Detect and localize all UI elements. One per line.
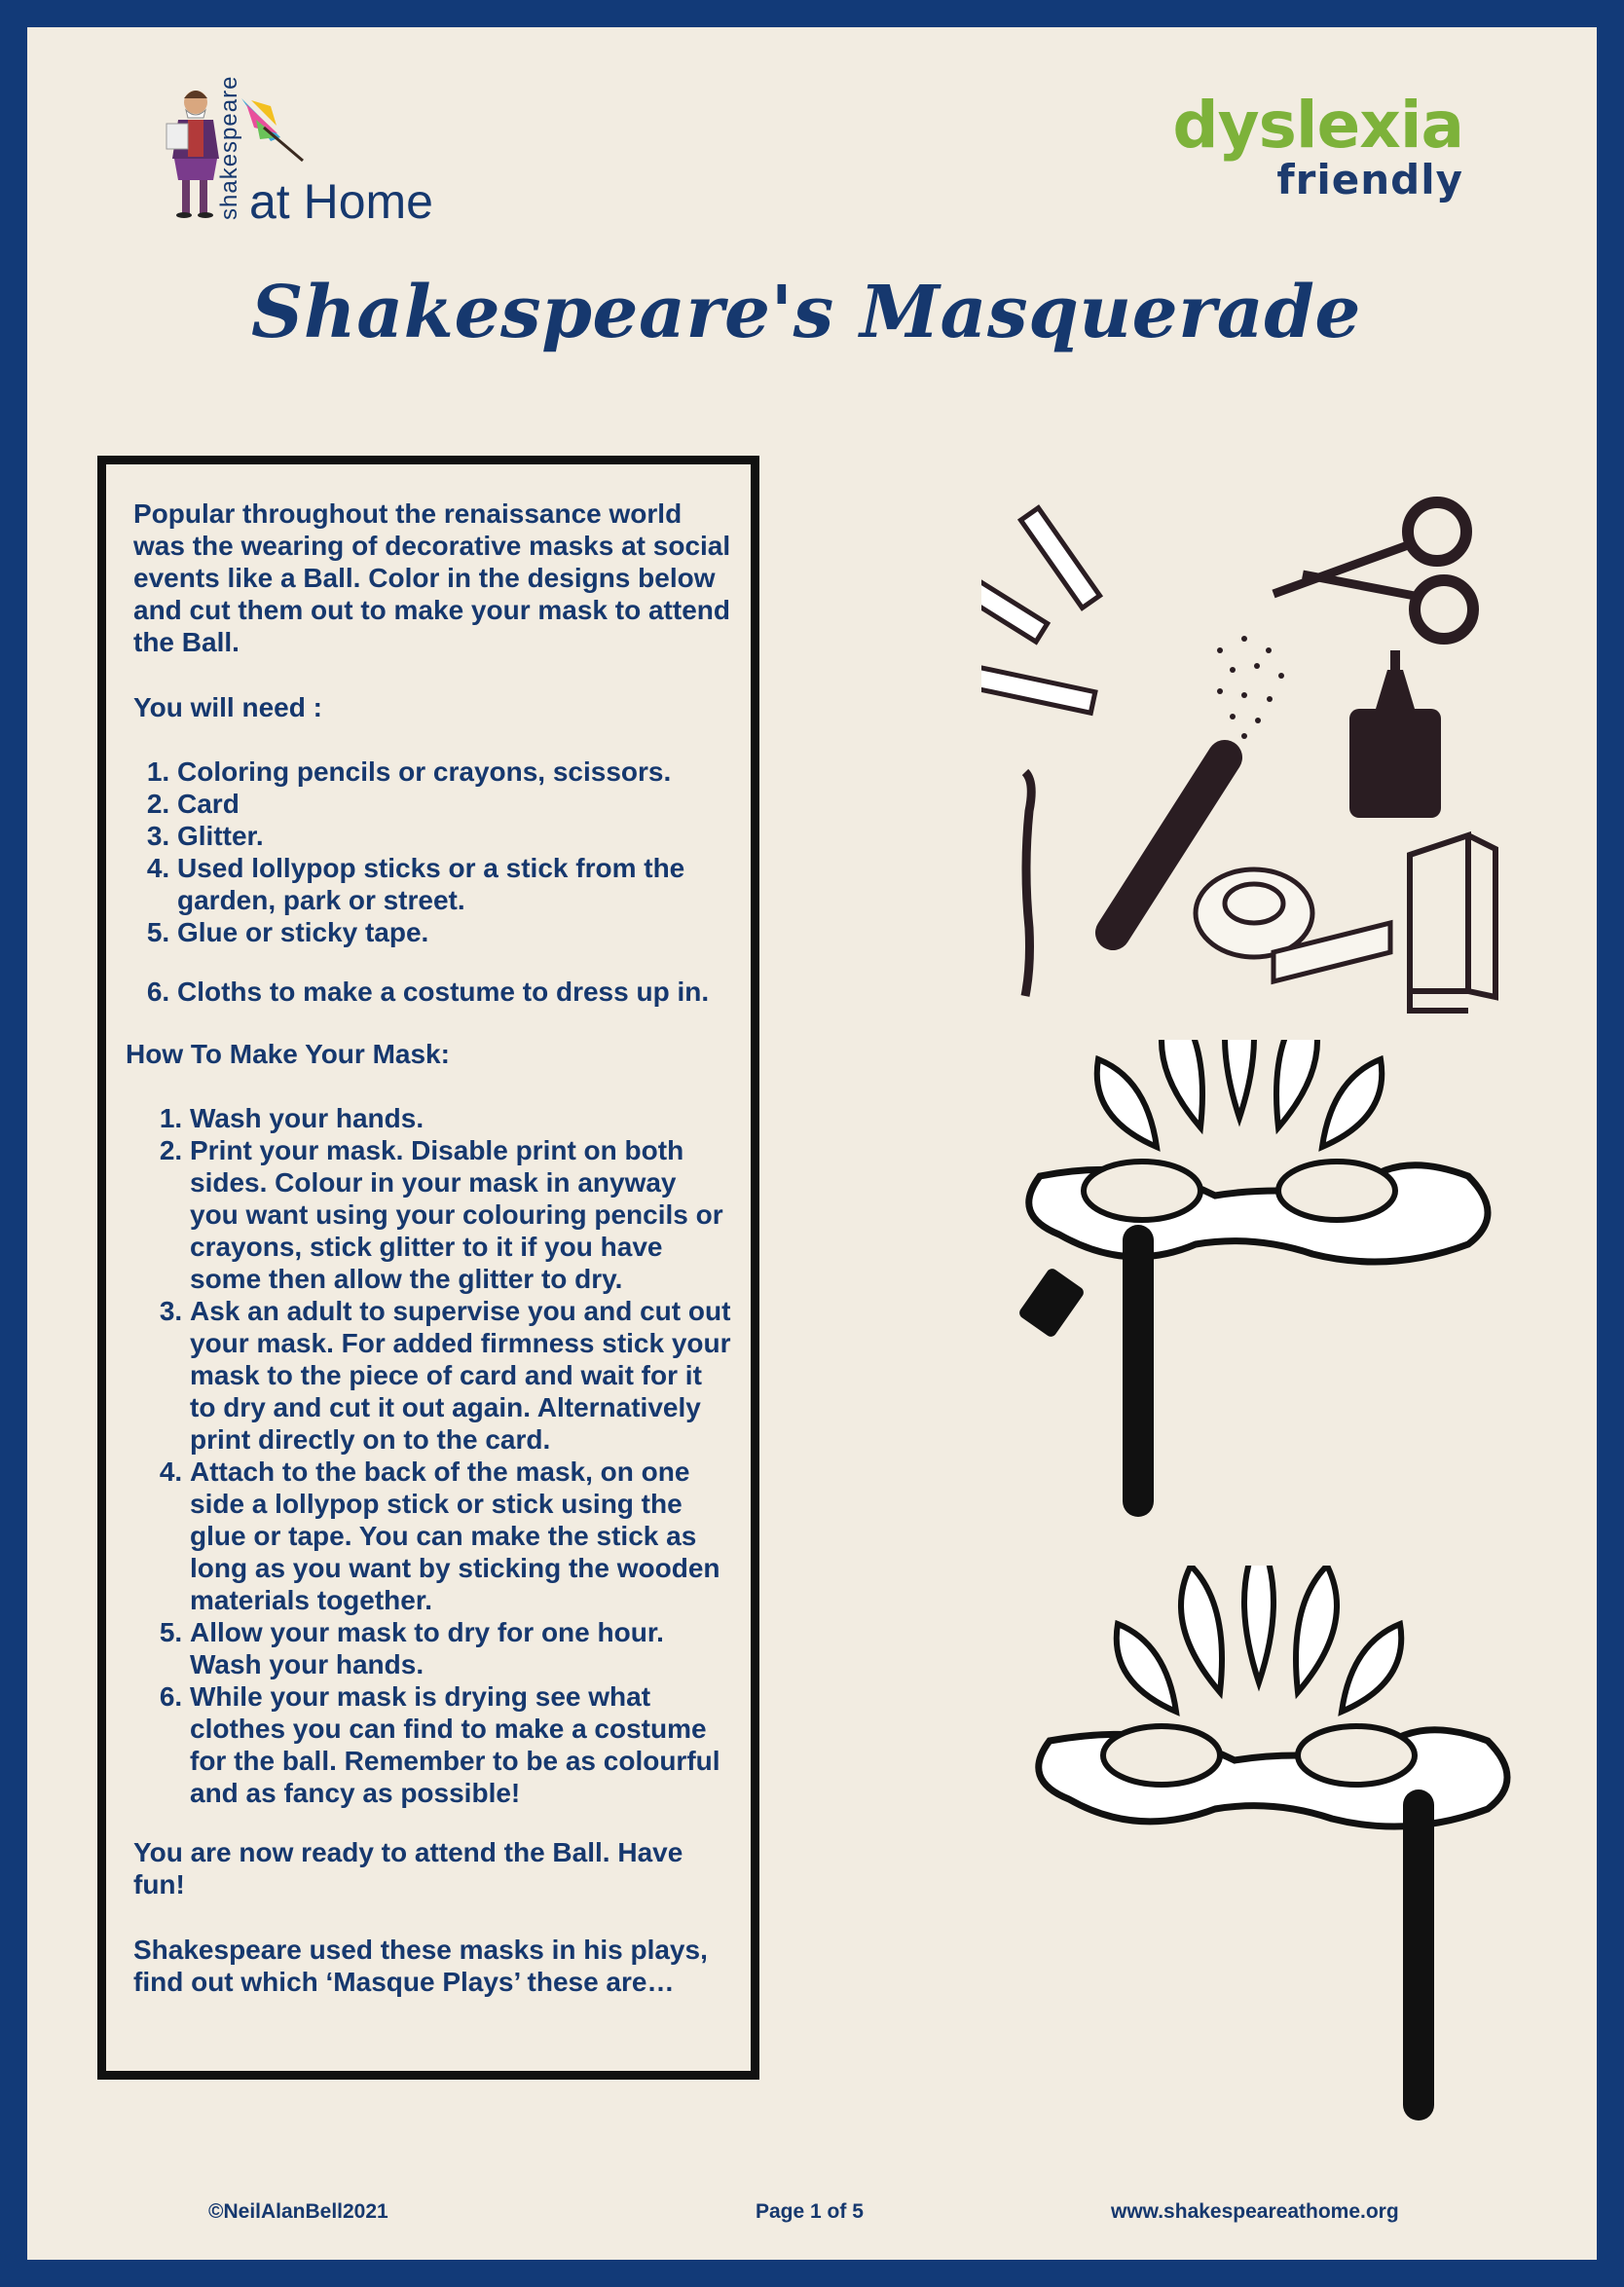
page-title: Shakespeare's Masquerade (250, 271, 1362, 354)
crayons-icon (981, 508, 1100, 714)
instructions-box (97, 456, 759, 2080)
craft-supplies-illustration (981, 475, 1527, 1020)
stick-icon (1025, 772, 1031, 996)
worksheet-page (27, 27, 1597, 2260)
list-item: 4. Used lollypop sticks or a stick from the garden, park or street. (177, 852, 731, 916)
list-item: 3. Ask an adult to supervise you and cut out your mask. For added firmness stick your mask to the piece of card and wait for it to dry and cut it out again. Alternatively print directly on to the card. (190, 1295, 731, 1456)
need-heading: You will need : (133, 692, 322, 722)
logo-vertical-text: shakespeare (216, 75, 242, 220)
list-item: 1. Coloring pencils or crayons, scissors. (177, 756, 731, 788)
materials-list-extra (133, 976, 731, 1008)
howto-heading: How To Make Your Mask: (126, 1039, 450, 1069)
mask-outline-icon (1030, 1566, 1536, 2150)
list-item: 6. While your mask is drying see what clothes you can find to make a costume for the ball. Remember to be as colourful and as fancy as possible! (190, 1680, 731, 1809)
glitter-icon (1217, 636, 1284, 739)
list-item: 4. Attach to the back of the mask, on one side a lollypop stick or stick using the glue or tape. You can make the stick as long as you want by sticking the wooden materials together. (190, 1456, 731, 1616)
card-icon (1410, 835, 1495, 1011)
dyslexia-friendly-badge (1172, 88, 1463, 203)
list-item: 2. Print your mask. Disable print on both sides. Colour in your mask in anyway you want using your colouring pencils or crayons, stick glitter to it if you have some then allow the glitter to dry. (190, 1134, 731, 1295)
glue-bottle-icon (1349, 650, 1441, 818)
list-item: 1. Wash your hands. (190, 1102, 731, 1134)
list-item: 6. Cloths to make a costume to dress up in. (177, 976, 731, 1008)
list-item: 3. Glitter. (177, 820, 731, 852)
list-item: 2. Card (177, 788, 731, 820)
logo-at-home-text: at Home (249, 174, 433, 229)
list-item: 5. Glue or sticky tape. (177, 916, 731, 948)
ready-paragraph: You are now ready to attend the Ball. Have fun! (133, 1837, 683, 1900)
scissors-icon (1273, 502, 1473, 639)
badge-line-1: dyslexia (1172, 88, 1463, 163)
steps-list (133, 1102, 731, 1809)
badge-line-2: friendly (1276, 156, 1463, 203)
materials-list (133, 756, 731, 948)
mask-with-stick-icon (1001, 1040, 1507, 1585)
footer-page-number: Page 1 of 5 (756, 2200, 864, 2223)
list-item: 5. Allow your mask to dry for one hour. Wash your hands. (190, 1616, 731, 1680)
closing-paragraph: Shakespeare used these masks in his plays, find out which ‘Masque Plays’ these are… (133, 1935, 708, 1997)
tape-roll-icon (1196, 869, 1390, 981)
intro-paragraph: Popular throughout the renaissance world was the wearing of decorative masks at social events like a Ball. Color in the designs below and cut them out to make your mask to attend the Ball. (133, 498, 731, 657)
footer-copyright: ©NeilAlanBell2021 (208, 2200, 388, 2223)
footer-website[interactable]: www.shakespeareathome.org (1111, 2200, 1399, 2223)
